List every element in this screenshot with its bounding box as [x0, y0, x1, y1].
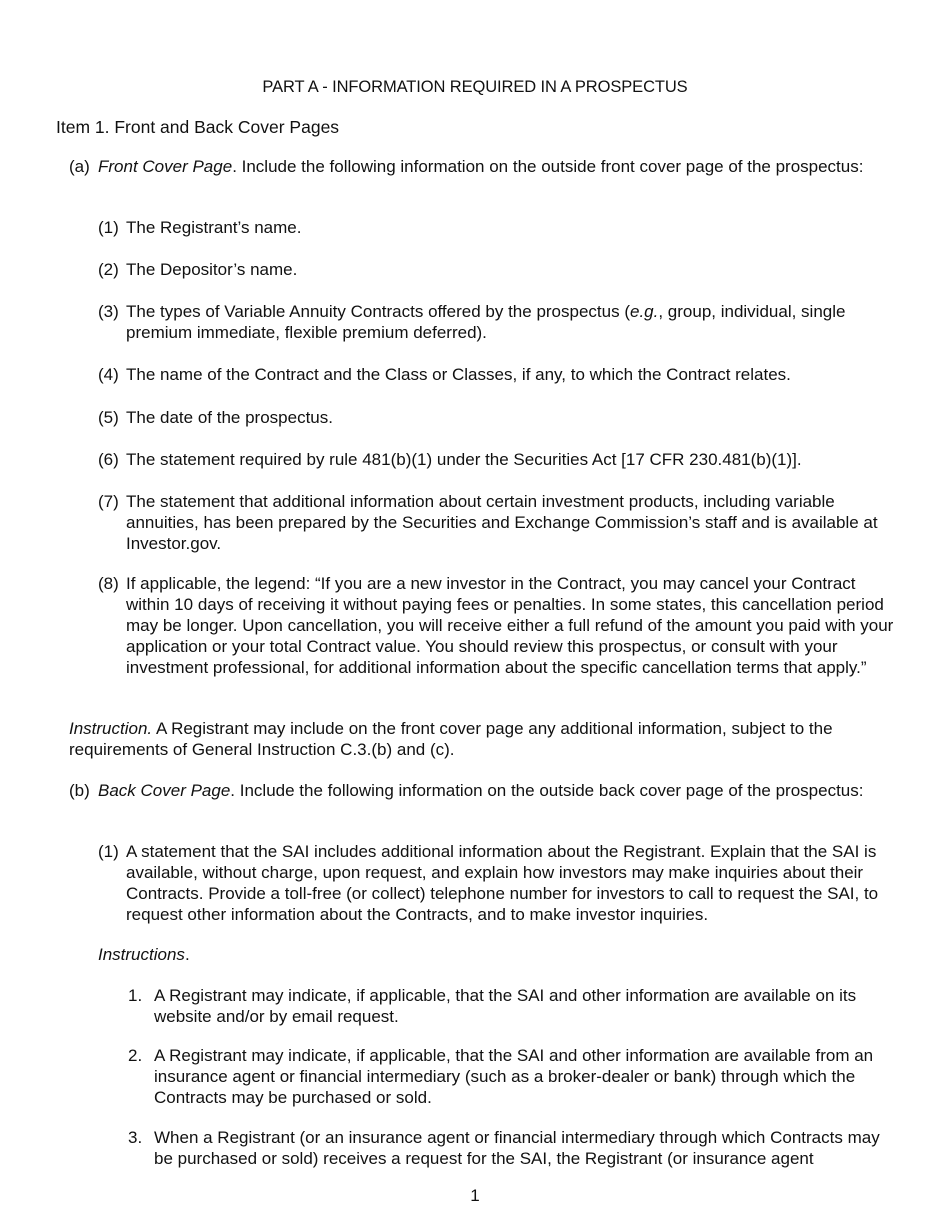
list-item [98, 449, 898, 471]
list-item-text: The name of the Contract and the Class or Classes, if any, to which the Contract relates. [126, 365, 791, 384]
list-item [98, 841, 898, 929]
list-item-text: A Registrant may indicate, if applicable, that the SAI and other information are available from an insurance agent or financial intermediary (such as a broker-dealer or bank) through which the Contracts may be purchased or sold. [154, 1046, 874, 1107]
instruction-a-italic: Instruction. [69, 719, 153, 738]
section-b-body: . Include the following information on the outside back cover page of the prospectus: [230, 781, 864, 800]
list-item-label: (7) [98, 492, 119, 511]
list-item-text [126, 301, 896, 343]
list-item [98, 301, 898, 345]
list-item-label: (1) [98, 842, 119, 861]
instructions-b [98, 944, 798, 965]
section-b [69, 780, 909, 824]
list-item-label: (8) [98, 574, 119, 593]
list-item [98, 217, 898, 239]
section-b-text [98, 780, 878, 801]
page-title: PART A - INFORMATION REQUIRED IN A PROSPECTUS [262, 78, 688, 96]
section-b-label: (b) [69, 781, 90, 800]
instructions-b-body: . [184, 945, 190, 964]
section-a-italic: Front Cover Page [98, 157, 233, 176]
list-item-label: 1. [128, 986, 143, 1005]
list-item [128, 1127, 898, 1171]
section-a-label: (a) [69, 157, 90, 176]
list-item-text: The date of the prospectus. [126, 408, 333, 427]
instruction-a-body: A Registrant may include on the front cover page any additional information, subject to the requirements of General Instruction C.3.(b) and (c). [69, 719, 833, 759]
list-item-italic: e.g. [629, 302, 659, 321]
list-item-label: (3) [98, 302, 119, 321]
list-item-label: (5) [98, 408, 119, 427]
list-item-label: (2) [98, 260, 119, 279]
list-item [128, 985, 898, 1029]
list-item-text: A Registrant may indicate, if applicable, that the SAI and other information are available on its website and/or by email request. [154, 986, 857, 1026]
list-item [98, 407, 898, 429]
list-item-text: The statement required by rule 481(b)(1) under the Securities Act [17 CFR 230.481(b)(1)]. [126, 450, 802, 469]
list-item-text: When a Registrant (or an insurance agent or financial intermediary through which Contracts may be purchased or sold) receives a request for the SAI, the Registrant (or insurance agent [154, 1128, 880, 1168]
list-item [98, 364, 898, 386]
list-item-text: If applicable, the legend: “If you are a new investor in the Contract, you may cancel your Contract within 10 days of receiving it without paying fees or penalties. In some states, this cancellation period may be longer. Upon cancellation, you will receive either a full refund of the amount you paid with your application or your total Contract value. You should review this prospectus, or consult with your investment professional, for additional information about the specific cancellation terms that apply.” [126, 574, 894, 677]
list-item-label: (6) [98, 450, 119, 469]
section-a-text [98, 156, 878, 177]
list-item [98, 491, 898, 557]
list-item-text-after: , group, individual, single premium immediate, flexible premium deferred). [126, 302, 846, 342]
list-item-label: (1) [98, 218, 119, 237]
item-heading: Item 1. Front and Back Cover Pages [56, 117, 340, 137]
list-item-text: A statement that the SAI includes additional information about the Registrant. Explain that the SAI is available, without charge, upon request, and explain how investors may make inquiries about their Contracts. Provide a toll-free (or collect) telephone number for investors to call to request the SAI, to request other information about the Contracts, and to make investor inquiries. [126, 842, 879, 924]
section-a-body: . Include the following information on the outside front cover page of the prospectus: [232, 157, 864, 176]
instructions-b-italic: Instructions [98, 945, 185, 964]
list-item [98, 573, 898, 701]
list-item-text-before: The types of Variable Annuity Contracts offered by the prospectus ( [126, 302, 630, 321]
list-item-text: The Registrant’s name. [126, 218, 302, 237]
page-number: 1 [470, 1186, 480, 1205]
list-item-label: 2. [128, 1046, 143, 1065]
list-item [128, 1045, 898, 1111]
list-item [98, 259, 898, 281]
section-a [69, 156, 909, 200]
section-b-italic: Back Cover Page [98, 781, 231, 800]
instruction-a [69, 718, 894, 760]
list-item-label: (4) [98, 365, 119, 384]
list-item-text: The Depositor’s name. [126, 260, 298, 279]
list-item-text: The statement that additional information about certain investment products, including variable annuities, has been prepared by the Securities and Exchange Commission’s staff and is available at Investor.gov. [126, 492, 878, 553]
list-item-label: 3. [128, 1128, 143, 1147]
